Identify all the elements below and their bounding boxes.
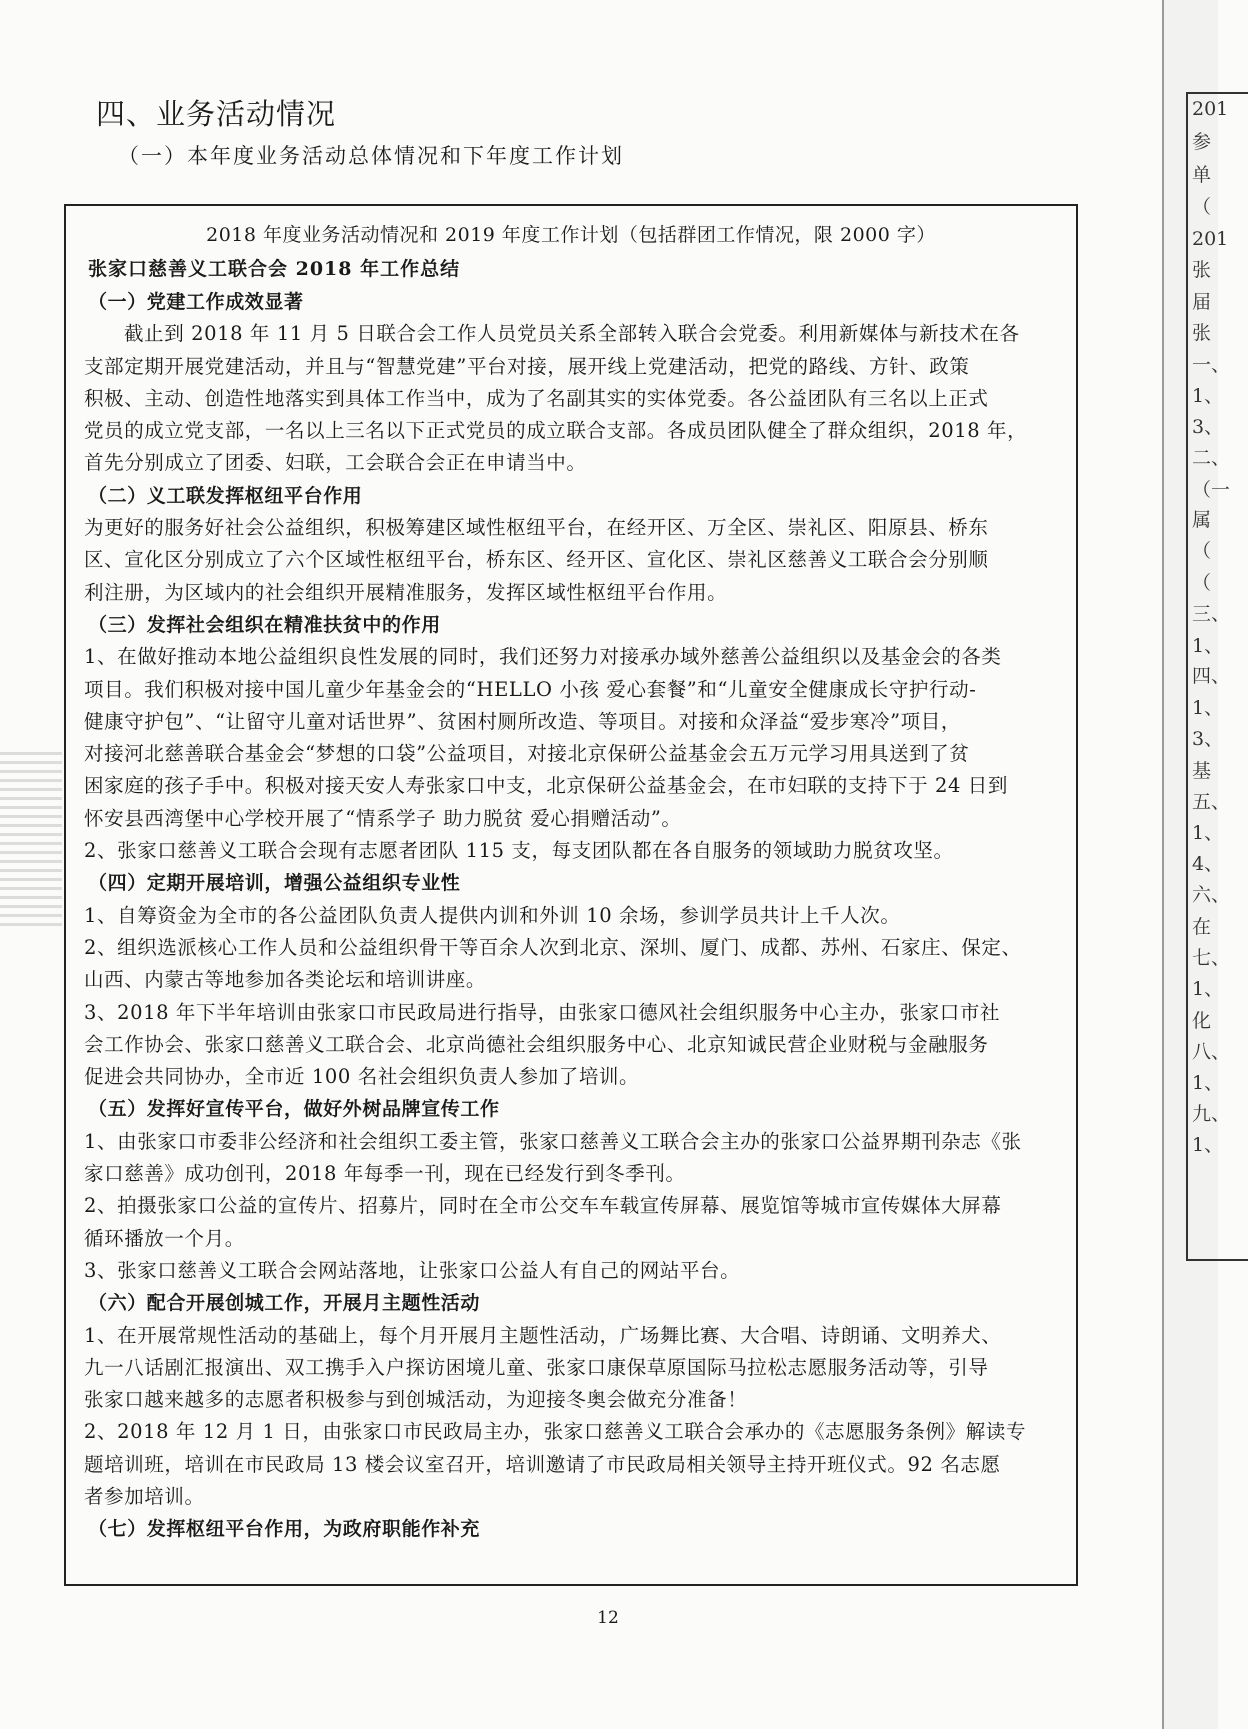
- adjacent-page-text: 张: [1192, 322, 1212, 344]
- paragraph-line: 利注册，为区域内的社会组织开展精准服务，发挥区域性枢纽平台作用。: [84, 580, 728, 604]
- paragraph-line: 2、拍摄张家口公益的宣传片、招募片，同时在全市公交车车载宣传屏幕、展览馆等城市宣传媒体大屏幕: [84, 1194, 1002, 1218]
- adjacent-page-text: 1、: [1192, 1134, 1224, 1156]
- adjacent-page-text: （: [1192, 196, 1212, 218]
- adjacent-page-text: 基: [1192, 760, 1212, 782]
- paragraph-line: 区、宣化区分别成立了六个区域性枢纽平台，桥东区、经开区、宣化区、崇礼区慈善义工联合会分别顺: [84, 548, 989, 572]
- adjacent-page-text: 张: [1192, 259, 1212, 281]
- adjacent-page-text: 1、: [1192, 822, 1224, 844]
- subsection-heading: （三）发挥社会组织在精准扶贫中的作用: [88, 613, 441, 636]
- adjacent-page-text: 化: [1192, 1010, 1212, 1032]
- adjacent-page-text: 201: [1192, 228, 1229, 250]
- adjacent-page-text: （: [1192, 540, 1212, 562]
- adjacent-page-text: （: [1192, 572, 1212, 594]
- paragraph-line: 2、组织选派核心工作人员和公益组织骨干等百余人次到北京、深圳、厦门、成都、苏州、石家庄、保定、: [84, 935, 1022, 959]
- adjacent-page-text: 七、: [1192, 947, 1231, 969]
- paragraph-line: 会工作协会、张家口慈善义工联合会、北京尚德社会组织服务中心、北京知诚民营企业财税与金融服务: [84, 1032, 989, 1056]
- adjacent-page-text: 二、: [1192, 447, 1231, 469]
- paragraph-line: 1、在做好推动本地公益组织良性发展的同时，我们还努力对接承办域外慈善公益组织以及基金会的各类: [84, 645, 1002, 669]
- subsection-heading: （二）义工联发挥枢纽平台作用: [88, 484, 363, 507]
- content-box: [64, 204, 1078, 1586]
- adjacent-page-text: 一、: [1192, 354, 1231, 376]
- paragraph-line: 积极、主动、创造性地落实到具体工作当中，成为了名副其实的实体党委。各公益团队有三名以上正式: [84, 386, 989, 410]
- paragraph-line: 1、在开展常规性活动的基础上，每个月开展月主题性活动，广场舞比赛、大合唱、诗朗诵、文明养犬、: [84, 1323, 1002, 1347]
- paragraph-line: 3、张家口慈善义工联合会网站落地，让张家口公益人有自己的网站平台。: [84, 1258, 741, 1282]
- adjacent-page-text: 单: [1192, 164, 1212, 186]
- sub-heading: （一）本年度业务活动总体情况和下年度工作计划: [118, 144, 624, 168]
- paragraph-line: 循环播放一个月。: [84, 1226, 245, 1250]
- paragraph-line: 支部定期开展党建活动，并且与“智慧党建”平台对接，展开线上党建活动，把党的路线、方针、政策: [84, 354, 970, 378]
- adjacent-page-text: 六、: [1192, 884, 1231, 906]
- adjacent-page-text: 参: [1192, 131, 1212, 153]
- subsection-heading: （一）党建工作成效显著: [88, 291, 304, 313]
- paragraph-line: 怀安县西湾堡中心学校开展了“情系学子 助力脱贫 爱心捐赠活动”。: [84, 806, 682, 830]
- document-title: 张家口慈善义工联合会 2018 年工作总结: [88, 258, 461, 280]
- page-number: 12: [597, 1608, 619, 1628]
- adjacent-page-text: 1、: [1192, 385, 1224, 407]
- adjacent-page-text: 三、: [1192, 603, 1231, 625]
- content-lines: [84, 286, 1062, 1546]
- paragraph-line: 题培训班，培训在市民政局 13 楼会议室召开，培训邀请了市民政局相关领导主持开班仪式。92 名志愿: [84, 1452, 1001, 1476]
- subsection-heading: （六）配合开展创城工作，开展月主题性活动: [88, 1292, 481, 1315]
- scan-smudge: [0, 752, 62, 932]
- paragraph-line: 1、由张家口市委非公经济和社会组织工委主管，张家口慈善义工联合会主办的张家口公益界期刊杂志《张: [84, 1129, 1022, 1153]
- adjacent-page-text: 在: [1192, 916, 1212, 938]
- paragraph-line: 为更好的服务好社会公益组织，积极筹建区域性枢纽平台，在经开区、万全区、崇礼区、阳原县、桥东: [84, 516, 989, 540]
- paragraph-line: 促进会共同协办，全市近 100 名社会组织负责人参加了培训。: [84, 1065, 640, 1089]
- adjacent-page-text: 1、: [1192, 635, 1224, 657]
- adjacent-page-edge: [1162, 0, 1231, 1729]
- paragraph-line: 党员的成立党支部，一名以上三名以下正式党员的成立联合支部。各成员团队健全了群众组织，2018 年，: [84, 419, 1028, 443]
- adjacent-page-text: 1、: [1192, 1072, 1224, 1094]
- paragraph-line: 2、张家口慈善义工联合会现有志愿者团队 115 支，每支团队都在各自服务的领域助力脱贫攻坚。: [84, 839, 954, 863]
- paragraph-line: 者参加培训。: [84, 1484, 205, 1508]
- adjacent-page-text: （一: [1192, 479, 1231, 501]
- paragraph-line: 山西、内蒙古等地参加各类论坛和培训讲座。: [84, 968, 487, 992]
- adjacent-page-text: 八、: [1192, 1041, 1231, 1063]
- paragraph-line: 2、2018 年 12 月 1 日，由张家口市民政局主办，张家口慈善义工联合会承办的《志愿服务条例》解读专: [84, 1420, 1027, 1444]
- paragraph-line: 1、自筹资金为全市的各公益团队负责人提供内训和外训 10 余场，参训学员共计上千人次。: [84, 903, 901, 927]
- adjacent-page-text: 3、: [1192, 728, 1224, 750]
- paragraph-line: 九一八话剧汇报演出、双工携手入户探访困境儿童、张家口康保草原国际马拉松志愿服务活动等，引导: [84, 1355, 989, 1379]
- paragraph-line: 张家口越来越多的志愿者积极参与到创城活动，为迎接冬奥会做充分准备！: [84, 1388, 748, 1412]
- adjacent-page-text: 九、: [1192, 1103, 1231, 1125]
- paragraph-line: 截止到 2018 年 11 月 5 日联合会工作人员党员关系全部转入联合会党委。利用新媒体与新技术在各: [124, 322, 1020, 346]
- adjacent-page-text: 1、: [1192, 697, 1224, 719]
- adjacent-page-text: 201: [1192, 98, 1229, 120]
- paragraph-line: 对接河北慈善联合基金会“梦想的口袋”公益项目，对接北京保研公益基金会五万元学习用具送到了贫: [84, 742, 970, 766]
- paragraph-line: 家口慈善》成功创刊，2018 年每季一刊，现在已经发行到冬季刊。: [84, 1162, 686, 1186]
- subsection-heading: （五）发挥好宣传平台，做好外树品牌宣传工作: [88, 1098, 500, 1121]
- adjacent-page-text: 四、: [1192, 665, 1231, 687]
- paragraph-line: 困家庭的孩子手中。积极对接天安人寿张家口中支，北京保研公益基金会，在市妇联的支持下于 24 日到: [84, 774, 1009, 798]
- subsection-heading: （七）发挥枢纽平台作用，为政府职能作补充: [88, 1518, 481, 1541]
- adjacent-page-text: 4、: [1192, 853, 1224, 875]
- paragraph-line: 健康守护包”、“让留守儿童对话世界”、贫困村厕所改造、等项目。对接和众泽益“爱步寒冷”项目，: [84, 709, 961, 733]
- section-heading: 四、业务活动情况: [96, 97, 337, 131]
- paragraph-line: 首先分别成立了团委、妇联，工会联合会正在申请当中。: [84, 451, 587, 475]
- box-title: 2018 年度业务活动情况和 2019 年度工作计划（包括群团工作情况，限 2000 字）: [206, 224, 936, 246]
- paragraph-line: 3、2018 年下半年培训由张家口市民政局进行指导，由张家口德风社会组织服务中心主办，张家口市社: [84, 1000, 1001, 1024]
- paragraph-line: 项目。我们积极对接中国儿童少年基金会的“HELLO 小孩 爱心套餐”和“儿童安全健康成长守护行动-: [84, 677, 977, 701]
- adjacent-page-text: 属: [1192, 509, 1212, 531]
- subsection-heading: （四）定期开展培训，增强公益组织专业性: [88, 872, 461, 895]
- adjacent-page-text: 1、: [1192, 978, 1224, 1000]
- adjacent-page-text: 届: [1192, 291, 1212, 313]
- adjacent-page-text: 3、: [1192, 416, 1224, 438]
- adjacent-page-text: 五、: [1192, 791, 1231, 813]
